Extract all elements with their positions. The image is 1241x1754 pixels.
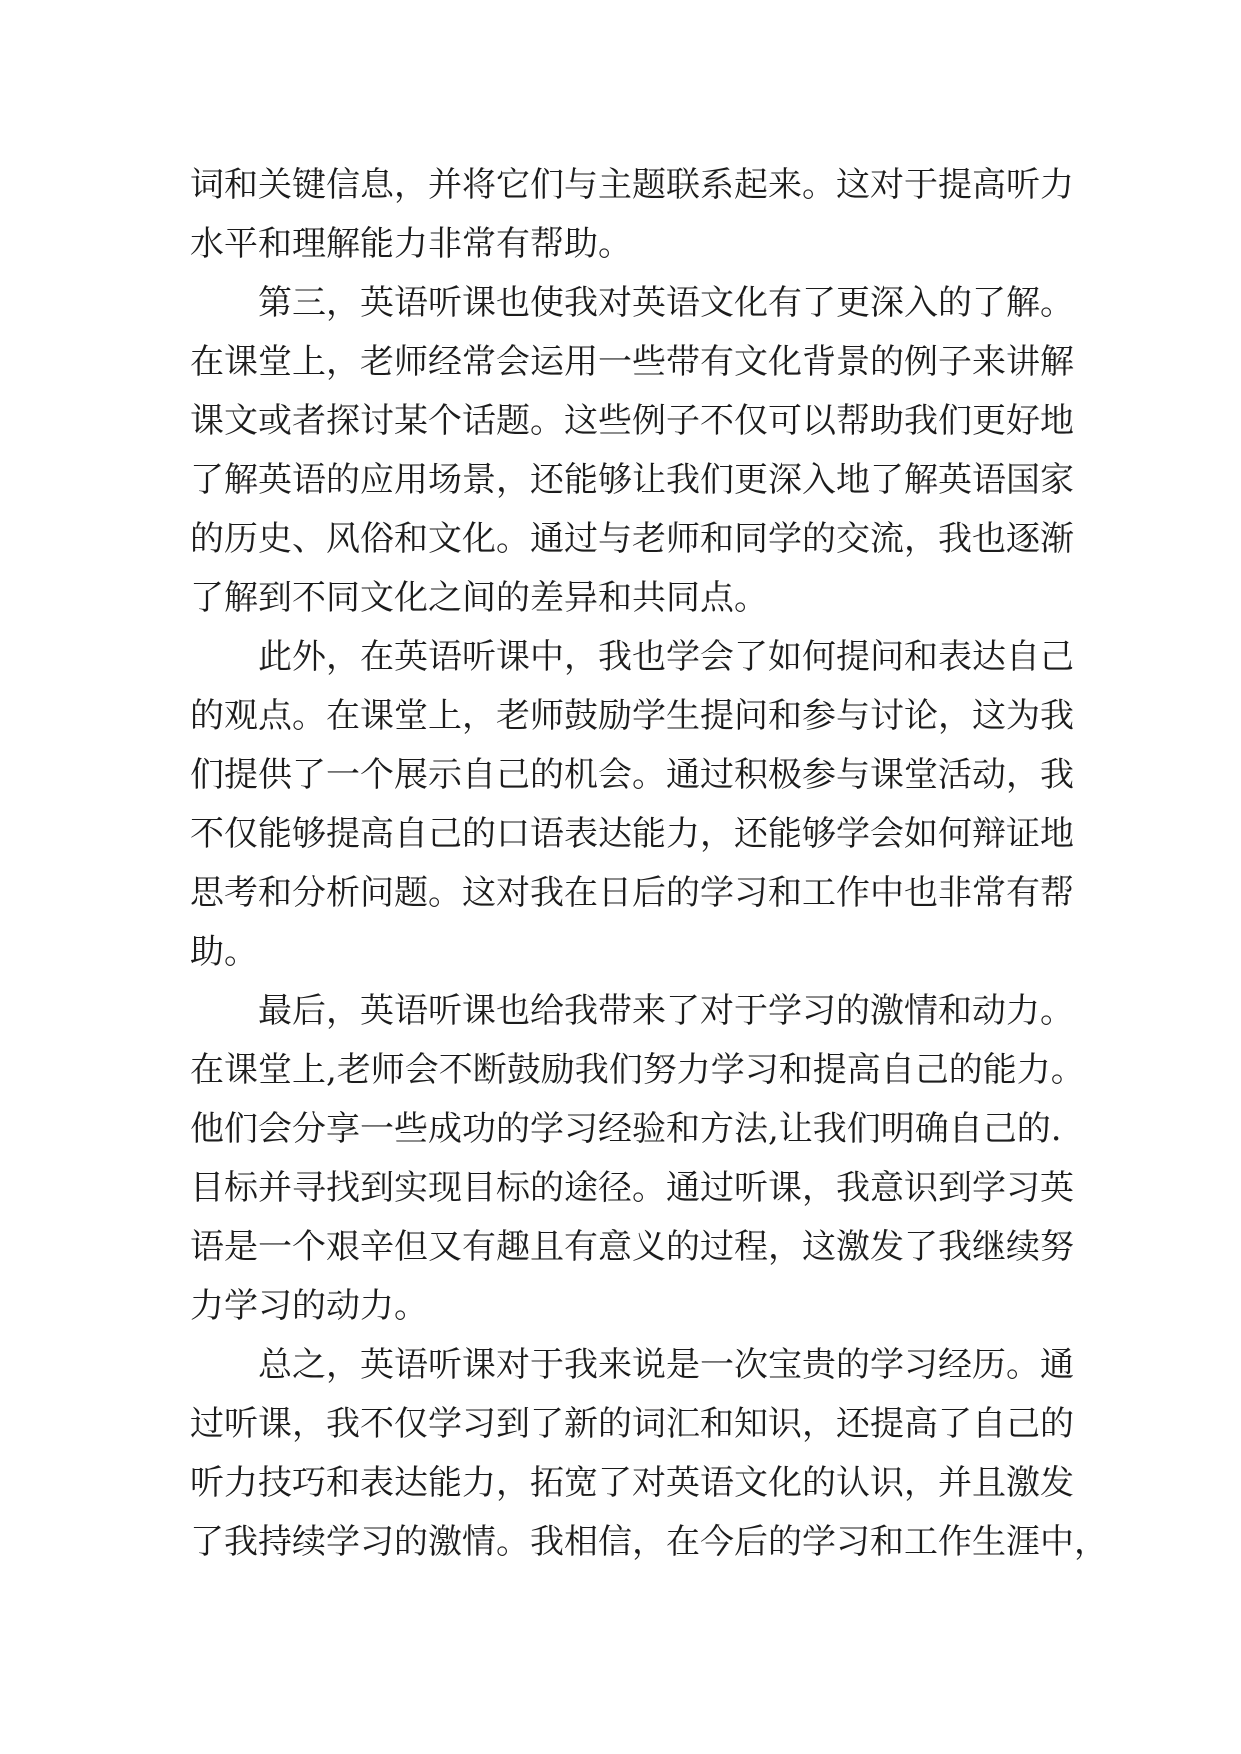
text-line: 水平和理解能力非常有帮助。 (190, 224, 632, 264)
text-line: 在课堂上,老师会不断鼓励我们努力学习和提高自己的能力。 (190, 1050, 1085, 1090)
text-line: 了解英语的应用场景，还能够让我们更深入地了解英语国家 (190, 460, 1074, 500)
text-line: 了解到不同文化之间的差异和共同点。 (190, 578, 768, 618)
paragraph-first-line: 此外，在英语听课中，我也学会了如何提问和表达自己 (258, 637, 1074, 677)
text-line: 语是一个艰辛但又有趣且有意义的过程，这激发了我继续努 (190, 1227, 1074, 1267)
text-line: 不仅能够提高自己的口语表达能力，还能够学会如何辩证地 (190, 814, 1074, 854)
text-line: 了我持续学习的激情。我相信，在今后的学习和工作生涯中， (190, 1522, 1108, 1562)
text-line: 在课堂上，老师经常会运用一些带有文化背景的例子来讲解 (190, 342, 1074, 382)
text-line: 思考和分析问题。这对我在日后的学习和工作中也非常有帮 (190, 873, 1074, 913)
text-line: 他们会分享一些成功的学习经验和方法,让我们明确自己的. (190, 1109, 1062, 1149)
text-line: 词和关键信息，并将它们与主题联系起来。这对于提高听力 (190, 165, 1074, 205)
text-line: 目标并寻找到实现目标的途径。通过听课，我意识到学习英 (190, 1168, 1074, 1208)
text-line: 们提供了一个展示自己的机会。通过积极参与课堂活动，我 (190, 755, 1074, 795)
text-line: 听力技巧和表达能力，拓宽了对英语文化的认识，并且激发 (190, 1463, 1074, 1503)
paragraph-first-line: 第三，英语听课也使我对英语文化有了更深入的了解。 (258, 283, 1074, 323)
text-line: 过听课，我不仅学习到了新的词汇和知识，还提高了自己的 (190, 1404, 1074, 1444)
text-line: 助。 (190, 932, 258, 972)
paragraph-first-line: 最后，英语听课也给我带来了对于学习的激情和动力。 (258, 991, 1074, 1031)
text-line: 力学习的动力。 (190, 1286, 428, 1326)
text-line: 的历史、风俗和文化。通过与老师和同学的交流，我也逐渐 (190, 519, 1074, 559)
paragraph-first-line: 总之，英语听课对于我来说是一次宝贵的学习经历。通 (258, 1345, 1074, 1385)
text-line: 课文或者探讨某个话题。这些例子不仅可以帮助我们更好地 (190, 401, 1074, 441)
text-line: 的观点。在课堂上，老师鼓励学生提问和参与讨论，这为我 (190, 696, 1074, 736)
